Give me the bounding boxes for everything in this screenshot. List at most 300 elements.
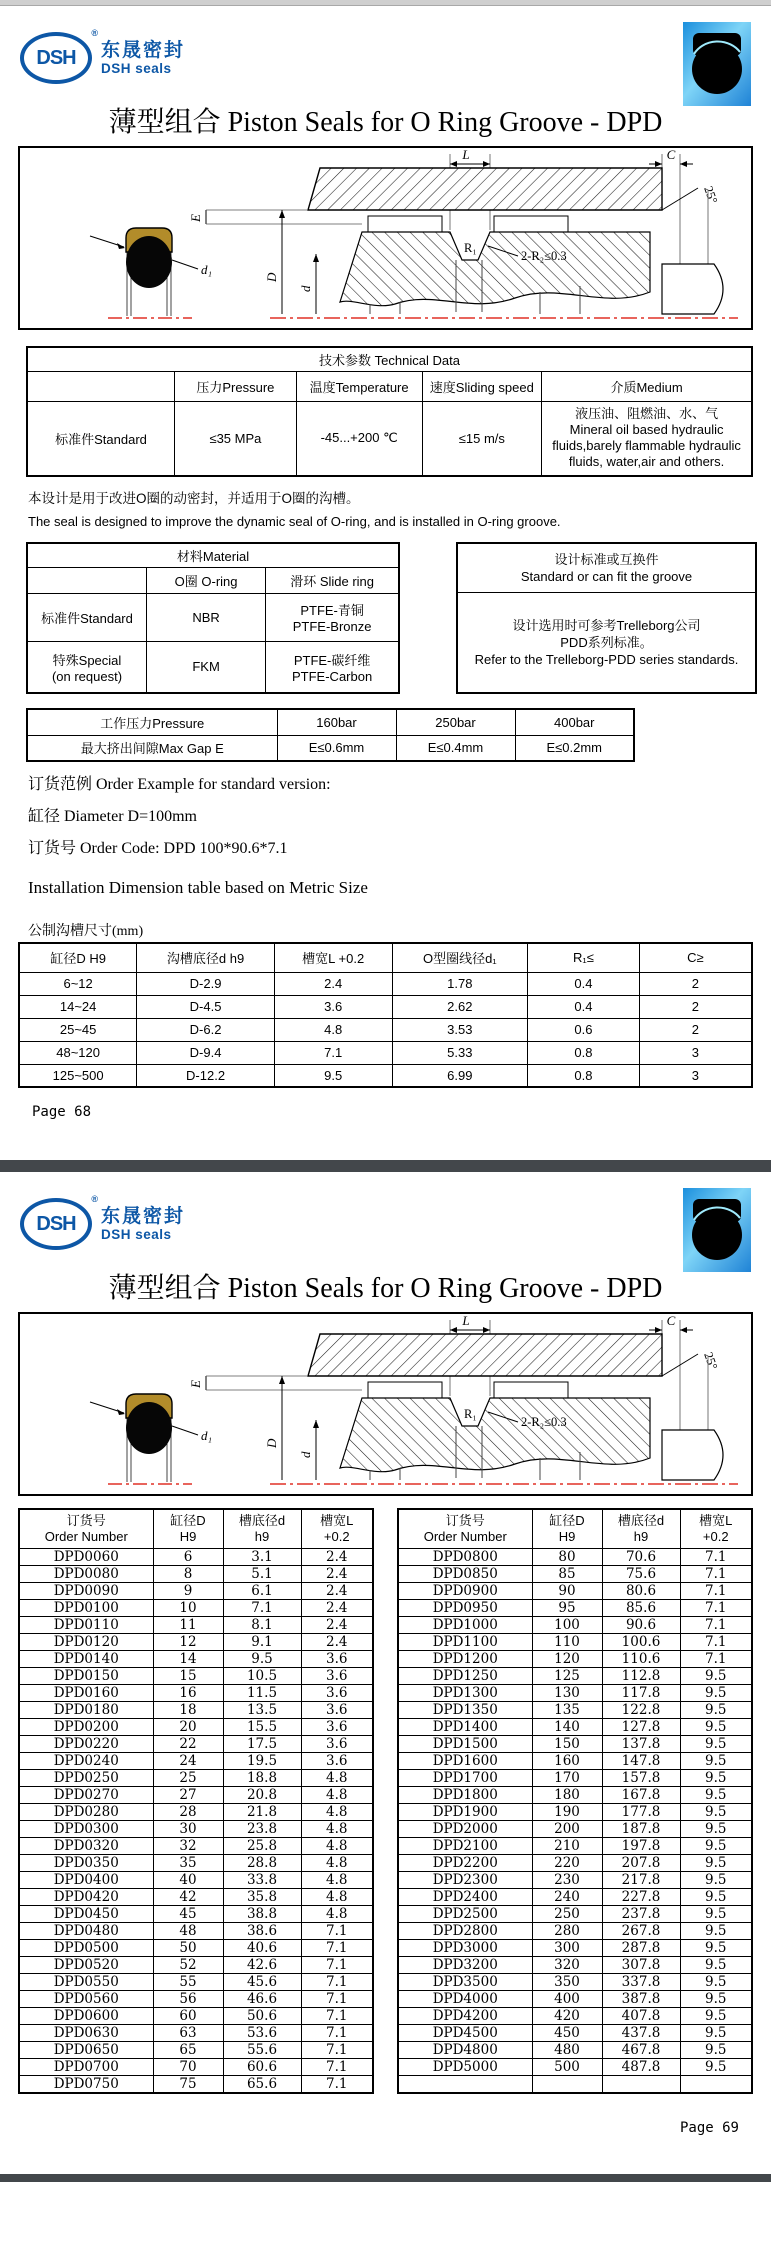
table-cell: 450 bbox=[532, 2025, 602, 2042]
dsh-logo-ellipse bbox=[20, 28, 97, 84]
table-row bbox=[398, 1651, 752, 1668]
page-title: 薄型组合 Piston Seals for O Ring Groove - DPD bbox=[108, 1273, 663, 1304]
special-label-cn: 特殊Special bbox=[52, 652, 122, 668]
tech-col-temperature: 温度Temperature bbox=[296, 372, 422, 402]
table-cell: 267.8 bbox=[602, 1923, 680, 1940]
table-cell: 75.6 bbox=[602, 1566, 680, 1583]
table-cell: 90 bbox=[532, 1583, 602, 1600]
table-cell: DPD4500 bbox=[398, 2025, 532, 2042]
table-cell: 20.8 bbox=[223, 1787, 301, 1804]
table-cell: 110 bbox=[532, 1634, 602, 1651]
table-cell: 337.8 bbox=[602, 1974, 680, 1991]
technical-drawing bbox=[18, 1312, 753, 1496]
table-cell: 9.5 bbox=[680, 1736, 752, 1753]
table-cell: 9.5 bbox=[680, 1770, 752, 1787]
table-cell: 2.4 bbox=[301, 1566, 373, 1583]
metric-col-c: C≥ bbox=[639, 943, 752, 972]
table-cell: DPD0100 bbox=[19, 1600, 153, 1617]
table-row bbox=[19, 1821, 373, 1838]
table-row bbox=[19, 1787, 373, 1804]
dim-R1-label: R₁ bbox=[464, 1407, 477, 1421]
table-cell: 85.6 bbox=[602, 1600, 680, 1617]
table-cell: 2.4 bbox=[274, 972, 392, 995]
table-cell bbox=[398, 2076, 532, 2093]
order-col-diameter: 缸径D H9 bbox=[532, 1509, 602, 1549]
table-row bbox=[19, 1566, 373, 1583]
table-cell: 120 bbox=[532, 1651, 602, 1668]
table-row bbox=[398, 1583, 752, 1600]
table-cell: 12 bbox=[153, 1634, 223, 1651]
table-cell: DPD0500 bbox=[19, 1940, 153, 1957]
tech-col-medium: 介质Medium bbox=[542, 372, 752, 402]
table-cell: DPD1100 bbox=[398, 1634, 532, 1651]
table-cell: 3.6 bbox=[301, 1651, 373, 1668]
table-cell: 350 bbox=[532, 1974, 602, 1991]
table-cell: DPD0420 bbox=[19, 1889, 153, 1906]
dim-d1-label: d₁ bbox=[201, 262, 213, 277]
table-cell: 7.1 bbox=[680, 1617, 752, 1634]
table-cell: 180 bbox=[532, 1787, 602, 1804]
dim-L-label: L bbox=[462, 1314, 470, 1328]
pressure-250: 250bar bbox=[396, 709, 515, 735]
table-cell: DPD0150 bbox=[19, 1668, 153, 1685]
groove-drawing bbox=[188, 1314, 738, 1484]
table-cell: 110.6 bbox=[602, 1651, 680, 1668]
table-cell: 2.4 bbox=[301, 1549, 373, 1566]
table-cell: DPD3500 bbox=[398, 1974, 532, 1991]
table-cell: 420 bbox=[532, 2008, 602, 2025]
table-cell: 85 bbox=[532, 1566, 602, 1583]
order-col-groove-base: 槽底径d h9 bbox=[223, 1509, 301, 1549]
cylinder-block bbox=[308, 168, 662, 210]
table-row bbox=[19, 1041, 752, 1064]
table-row bbox=[19, 2025, 373, 2042]
table-cell: 48 bbox=[153, 1923, 223, 1940]
metric-col-r1: R₁≤ bbox=[528, 943, 640, 972]
table-cell: 7.1 bbox=[301, 2025, 373, 2042]
table-row bbox=[398, 2042, 752, 2059]
maxgap-02: E≤0.2mm bbox=[515, 735, 634, 761]
table-cell: 9.1 bbox=[223, 1634, 301, 1651]
metric-size-note: Installation Dimension table based on Metric Size bbox=[28, 878, 368, 897]
table-cell: 307.8 bbox=[602, 1957, 680, 1974]
table-cell: 387.8 bbox=[602, 1991, 680, 2008]
table-cell: 9.5 bbox=[680, 1821, 752, 1838]
table-cell bbox=[532, 2076, 602, 2093]
material-section bbox=[26, 542, 771, 695]
table-cell: 0.6 bbox=[528, 1018, 640, 1041]
table-cell: 2.4 bbox=[301, 1634, 373, 1651]
table-row bbox=[19, 2059, 373, 2076]
table-cell: 227.8 bbox=[602, 1889, 680, 1906]
table-cell: 15 bbox=[153, 1668, 223, 1685]
table-cell: DPD0250 bbox=[19, 1770, 153, 1787]
table-cell: 14~24 bbox=[19, 995, 137, 1018]
table-cell: 23.8 bbox=[223, 1821, 301, 1838]
table-row bbox=[19, 1668, 373, 1685]
table-cell: 4.8 bbox=[301, 1906, 373, 1923]
tech-medium-value bbox=[542, 402, 752, 476]
table-cell: 480 bbox=[532, 2042, 602, 2059]
table-cell: 28 bbox=[153, 1804, 223, 1821]
logo-english-name: DSH seals bbox=[101, 1226, 172, 1242]
cylinder-block bbox=[308, 1334, 662, 1376]
table-cell: 9.5 bbox=[680, 2008, 752, 2025]
table-cell: DPD3000 bbox=[398, 1940, 532, 1957]
table-cell: 10 bbox=[153, 1600, 223, 1617]
pressure-row-label: 工作压力Pressure bbox=[27, 709, 277, 735]
table-cell: 3.6 bbox=[301, 1702, 373, 1719]
table-cell: 32 bbox=[153, 1838, 223, 1855]
table-cell: 60.6 bbox=[223, 2059, 301, 2076]
table-cell: 125~500 bbox=[19, 1064, 137, 1087]
table-cell: 22 bbox=[153, 1736, 223, 1753]
dsh-logo-wordmark bbox=[101, 41, 185, 76]
table-cell: DPD0110 bbox=[19, 1617, 153, 1634]
table-cell: 7.1 bbox=[301, 1940, 373, 1957]
seal-ring-left bbox=[368, 216, 442, 232]
table-row bbox=[398, 1549, 752, 1566]
table-cell: 197.8 bbox=[602, 1838, 680, 1855]
table-cell: 9.5 bbox=[680, 1685, 752, 1702]
table-cell: 7.1 bbox=[301, 2059, 373, 2076]
table-cell: DPD0900 bbox=[398, 1583, 532, 1600]
table-cell: 2.4 bbox=[301, 1617, 373, 1634]
table-cell: 75 bbox=[153, 2076, 223, 2094]
table-cell: 4.8 bbox=[301, 1872, 373, 1889]
table-row bbox=[398, 1566, 752, 1583]
table-cell: D-2.9 bbox=[137, 972, 275, 995]
groove-drawing bbox=[188, 148, 738, 318]
table-row bbox=[19, 1600, 373, 1617]
table-cell: 9.5 bbox=[680, 1753, 752, 1770]
table-cell: 280 bbox=[532, 1923, 602, 1940]
metric-table-caption: 公制沟槽尺寸(mm) bbox=[28, 924, 144, 939]
std-slide-cn: PTFE-青铜 bbox=[300, 603, 364, 618]
dim-E-label: E bbox=[188, 214, 203, 222]
table-cell: 150 bbox=[532, 1736, 602, 1753]
table-cell: 5.33 bbox=[392, 1041, 528, 1064]
table-cell: 55 bbox=[153, 1974, 223, 1991]
description-cn: 本设计是用于改进O圈的动密封，并适用于O圈的沟槽。 bbox=[28, 490, 360, 506]
table-row bbox=[19, 1889, 373, 1906]
table-cell: 9.5 bbox=[680, 1957, 752, 1974]
table-cell: 7.1 bbox=[680, 1566, 752, 1583]
material-table bbox=[26, 542, 400, 695]
piston-block bbox=[340, 232, 650, 306]
table-cell: 437.8 bbox=[602, 2025, 680, 2042]
table-row bbox=[19, 1770, 373, 1787]
table-cell: 127.8 bbox=[602, 1719, 680, 1736]
dim-angle-label: 25° bbox=[701, 184, 721, 206]
table-cell: 137.8 bbox=[602, 1736, 680, 1753]
table-cell: 40.6 bbox=[223, 1940, 301, 1957]
table-cell: 14 bbox=[153, 1651, 223, 1668]
table-row bbox=[19, 1838, 373, 1855]
dim-d-label: d bbox=[298, 1451, 313, 1458]
order-col-number: 订货号 Order Number bbox=[398, 1509, 532, 1549]
table-row bbox=[398, 1736, 752, 1753]
table-cell: 177.8 bbox=[602, 1804, 680, 1821]
table-cell: 9.5 bbox=[680, 1923, 752, 1940]
tech-temperature-value: -45...+200 ℃ bbox=[296, 402, 422, 476]
seal-cross-section bbox=[90, 228, 212, 318]
table-row bbox=[398, 2025, 752, 2042]
table-cell: 190 bbox=[532, 1804, 602, 1821]
table-cell: 17.5 bbox=[223, 1736, 301, 1753]
table-cell: 7.1 bbox=[223, 1600, 301, 1617]
table-row bbox=[19, 1974, 373, 1991]
table-cell: 2.4 bbox=[301, 1583, 373, 1600]
table-cell: 9.5 bbox=[680, 1838, 752, 1855]
table-cell: 9.5 bbox=[680, 1804, 752, 1821]
dsh-logo bbox=[20, 28, 186, 84]
table-cell: 70.6 bbox=[602, 1549, 680, 1566]
table-cell bbox=[680, 2076, 752, 2093]
table-cell: DPD0280 bbox=[19, 1804, 153, 1821]
table-cell: 6.1 bbox=[223, 1583, 301, 1600]
table-cell: 160 bbox=[532, 1753, 602, 1770]
table-row bbox=[19, 1583, 373, 1600]
page-number-69: Page 69 bbox=[679, 2120, 739, 2136]
table-cell: 100 bbox=[532, 1617, 602, 1634]
table-cell: 10.5 bbox=[223, 1668, 301, 1685]
table-cell: 9.5 bbox=[680, 1974, 752, 1991]
order-col-groove-width: 槽宽L +0.2 bbox=[680, 1509, 752, 1549]
table-row bbox=[398, 1702, 752, 1719]
dsh-logo-ellipse bbox=[20, 1194, 97, 1250]
table-cell: 60 bbox=[153, 2008, 223, 2025]
table-cell: 9.5 bbox=[223, 1651, 301, 1668]
table-cell: 210 bbox=[532, 1838, 602, 1855]
material-col-slide: 滑环 Slide ring bbox=[266, 567, 399, 593]
table-cell: 9.5 bbox=[680, 1787, 752, 1804]
table-cell: 300 bbox=[532, 1940, 602, 1957]
table-row bbox=[19, 1957, 373, 1974]
table-cell: 122.8 bbox=[602, 1702, 680, 1719]
table-cell: 2 bbox=[639, 995, 752, 1018]
table-cell: DPD0220 bbox=[19, 1736, 153, 1753]
table-cell: DPD4200 bbox=[398, 2008, 532, 2025]
order-table-left bbox=[18, 1508, 374, 2094]
table-cell: 4.8 bbox=[301, 1770, 373, 1787]
table-cell: 140 bbox=[532, 1719, 602, 1736]
table-row bbox=[398, 2076, 752, 2093]
table-row bbox=[19, 2008, 373, 2025]
table-cell: DPD0480 bbox=[19, 1923, 153, 1940]
table-cell: 9.5 bbox=[680, 1855, 752, 1872]
dsh-logo-wordmark bbox=[101, 1207, 185, 1242]
tech-col-speed: 速度Sliding speed bbox=[422, 372, 542, 402]
table-cell: 287.8 bbox=[602, 1940, 680, 1957]
table-cell: DPD1000 bbox=[398, 1617, 532, 1634]
table-cell: DPD0350 bbox=[19, 1855, 153, 1872]
table-cell: 240 bbox=[532, 1889, 602, 1906]
table-cell: 16 bbox=[153, 1685, 223, 1702]
table-cell: 157.8 bbox=[602, 1770, 680, 1787]
table-cell: DPD1300 bbox=[398, 1685, 532, 1702]
table-cell: D-4.5 bbox=[137, 995, 275, 1018]
order-col-groove-width: 槽宽L +0.2 bbox=[301, 1509, 373, 1549]
table-cell: 4.8 bbox=[274, 1018, 392, 1041]
table-cell: DPD1400 bbox=[398, 1719, 532, 1736]
table-cell: 7.1 bbox=[680, 1634, 752, 1651]
seal-product-icon bbox=[683, 22, 751, 106]
table-row bbox=[19, 1872, 373, 1889]
trelleborg-ref-cn2: PDD系列标准。 bbox=[560, 634, 653, 650]
table-cell: 42.6 bbox=[223, 1957, 301, 1974]
registered-mark: ® bbox=[91, 28, 97, 38]
dsh-logo-text: DSH bbox=[36, 1212, 76, 1235]
table-cell: DPD0120 bbox=[19, 1634, 153, 1651]
dim-R2-label: 2-R₂≤0.3 bbox=[521, 249, 567, 263]
table-cell: DPD0090 bbox=[19, 1583, 153, 1600]
trelleborg-ref-en: Refer to the Trelleborg-PDD series standards. bbox=[474, 651, 739, 667]
registered-mark: ® bbox=[91, 1194, 97, 1204]
table-cell: 407.8 bbox=[602, 2008, 680, 2025]
dim-d1-label: d₁ bbox=[201, 1428, 213, 1443]
metric-groove-table bbox=[18, 942, 753, 1088]
table-cell: 65.6 bbox=[223, 2076, 301, 2094]
table-cell: 42 bbox=[153, 1889, 223, 1906]
table-cell: 117.8 bbox=[602, 1685, 680, 1702]
table-cell: 80 bbox=[532, 1549, 602, 1566]
table-cell: 3.6 bbox=[301, 1753, 373, 1770]
table-cell: 320 bbox=[532, 1957, 602, 1974]
technical-data-table bbox=[26, 346, 753, 477]
table-cell: 200 bbox=[532, 1821, 602, 1838]
dim-D-label: D bbox=[264, 272, 279, 282]
table-cell: 9.5 bbox=[680, 2059, 752, 2076]
special-label-en: (on request) bbox=[51, 668, 123, 684]
order-example-line3: 订货号 Order Code: DPD 100*90.6*7.1 bbox=[28, 840, 288, 857]
tech-speed-value: ≤15 m/s bbox=[422, 402, 542, 476]
table-cell: DPD0400 bbox=[19, 1872, 153, 1889]
table-cell: DPD1800 bbox=[398, 1787, 532, 1804]
table-row bbox=[398, 1668, 752, 1685]
table-cell: 3.1 bbox=[223, 1549, 301, 1566]
dim-R2-label: 2-R₂≤0.3 bbox=[521, 1415, 567, 1429]
pressure-400: 400bar bbox=[515, 709, 634, 735]
table-cell: 25.8 bbox=[223, 1838, 301, 1855]
trelleborg-ref-cn1: 设计选用时可参考Trelleborg公司 bbox=[512, 617, 701, 633]
piston-block bbox=[340, 1398, 650, 1472]
table-cell: 130 bbox=[532, 1685, 602, 1702]
table-cell: 112.8 bbox=[602, 1668, 680, 1685]
table-cell: 95 bbox=[532, 1600, 602, 1617]
seal-cross-section bbox=[90, 1394, 212, 1484]
table-cell: 30 bbox=[153, 1821, 223, 1838]
special-slide-cn: PTFE-碳纤维 bbox=[293, 652, 371, 668]
table-cell: DPD0200 bbox=[19, 1719, 153, 1736]
table-cell: DPD4000 bbox=[398, 1991, 532, 2008]
medium-en: Mineral oil based hydraulic fluids,barely flammable hydraulic fluids, water,air and others. bbox=[552, 422, 741, 470]
table-row bbox=[19, 972, 752, 995]
table-row bbox=[398, 1719, 752, 1736]
table-cell: 24 bbox=[153, 1753, 223, 1770]
metric-col-oring-dia: O型圈线径d₁ bbox=[392, 943, 528, 972]
seal-ring-left bbox=[368, 1382, 442, 1398]
table-cell: 9 bbox=[153, 1583, 223, 1600]
table-cell: 3.6 bbox=[301, 1719, 373, 1736]
table-cell: 15.5 bbox=[223, 1719, 301, 1736]
table-cell: 50 bbox=[153, 1940, 223, 1957]
table-cell: 19.5 bbox=[223, 1753, 301, 1770]
table-row bbox=[19, 1634, 373, 1651]
table-cell: 4.8 bbox=[301, 1787, 373, 1804]
table-row bbox=[398, 1821, 752, 1838]
table-cell: DPD0520 bbox=[19, 1957, 153, 1974]
table-cell: 0.4 bbox=[528, 995, 640, 1018]
table-cell: 6.99 bbox=[392, 1064, 528, 1087]
table-cell: 53.6 bbox=[223, 2025, 301, 2042]
table-row bbox=[19, 1702, 373, 1719]
table-cell: 3.6 bbox=[301, 1685, 373, 1702]
maxgap-row-label: 最大挤出间隙Max Gap E bbox=[27, 735, 277, 761]
table-cell: 4.8 bbox=[301, 1855, 373, 1872]
table-row bbox=[19, 1549, 373, 1566]
standard-fit-title bbox=[458, 544, 755, 593]
table-cell: 2.62 bbox=[392, 995, 528, 1018]
table-cell: 4.8 bbox=[301, 1821, 373, 1838]
table-cell: 3 bbox=[639, 1041, 752, 1064]
table-cell: 3.53 bbox=[392, 1018, 528, 1041]
table-cell: 9.5 bbox=[680, 1668, 752, 1685]
table-cell: 9.5 bbox=[680, 1719, 752, 1736]
table-cell: D-12.2 bbox=[137, 1064, 275, 1087]
dsh-logo-text: DSH bbox=[36, 46, 76, 69]
table-cell: 207.8 bbox=[602, 1855, 680, 1872]
o-ring-section bbox=[126, 236, 172, 288]
table-row bbox=[398, 1889, 752, 1906]
table-cell: DPD2300 bbox=[398, 1872, 532, 1889]
table-cell: D-6.2 bbox=[137, 1018, 275, 1041]
table-cell: 25 bbox=[153, 1770, 223, 1787]
table-row bbox=[398, 1634, 752, 1651]
table-cell: 45 bbox=[153, 1906, 223, 1923]
table-cell: DPD4800 bbox=[398, 2042, 532, 2059]
table-cell: 80.6 bbox=[602, 1583, 680, 1600]
table-row bbox=[19, 1753, 373, 1770]
page-number-68: Page 68 bbox=[32, 1104, 92, 1120]
metric-col-diameter: 缸径D H9 bbox=[19, 943, 137, 972]
table-cell: DPD0320 bbox=[19, 1838, 153, 1855]
table-cell: DPD0180 bbox=[19, 1702, 153, 1719]
table-row bbox=[19, 1855, 373, 1872]
logo-chinese-name: 东晟密封 bbox=[101, 1205, 186, 1227]
table-cell: DPD2800 bbox=[398, 1923, 532, 1940]
table-cell: 9.5 bbox=[680, 1889, 752, 1906]
table-cell: 46.6 bbox=[223, 1991, 301, 2008]
table-row bbox=[398, 1974, 752, 1991]
table-cell: DPD0140 bbox=[19, 1651, 153, 1668]
table-row bbox=[19, 1991, 373, 2008]
table-cell: 7.1 bbox=[301, 1991, 373, 2008]
table-cell: 9.5 bbox=[680, 2025, 752, 2042]
table-cell: 50.6 bbox=[223, 2008, 301, 2025]
table-row bbox=[19, 995, 752, 1018]
table-cell: 6~12 bbox=[19, 972, 137, 995]
table-cell: DPD0550 bbox=[19, 1974, 153, 1991]
table-row bbox=[19, 2042, 373, 2059]
table-cell: 3.6 bbox=[274, 995, 392, 1018]
maxgap-06: E≤0.6mm bbox=[277, 735, 396, 761]
table-cell: DPD0750 bbox=[19, 2076, 153, 2094]
material-col-oring: O圈 O-ring bbox=[146, 567, 265, 593]
table-cell: DPD1900 bbox=[398, 1804, 532, 1821]
dim-D-label: D bbox=[264, 1438, 279, 1448]
seal-ring-right bbox=[494, 216, 568, 232]
